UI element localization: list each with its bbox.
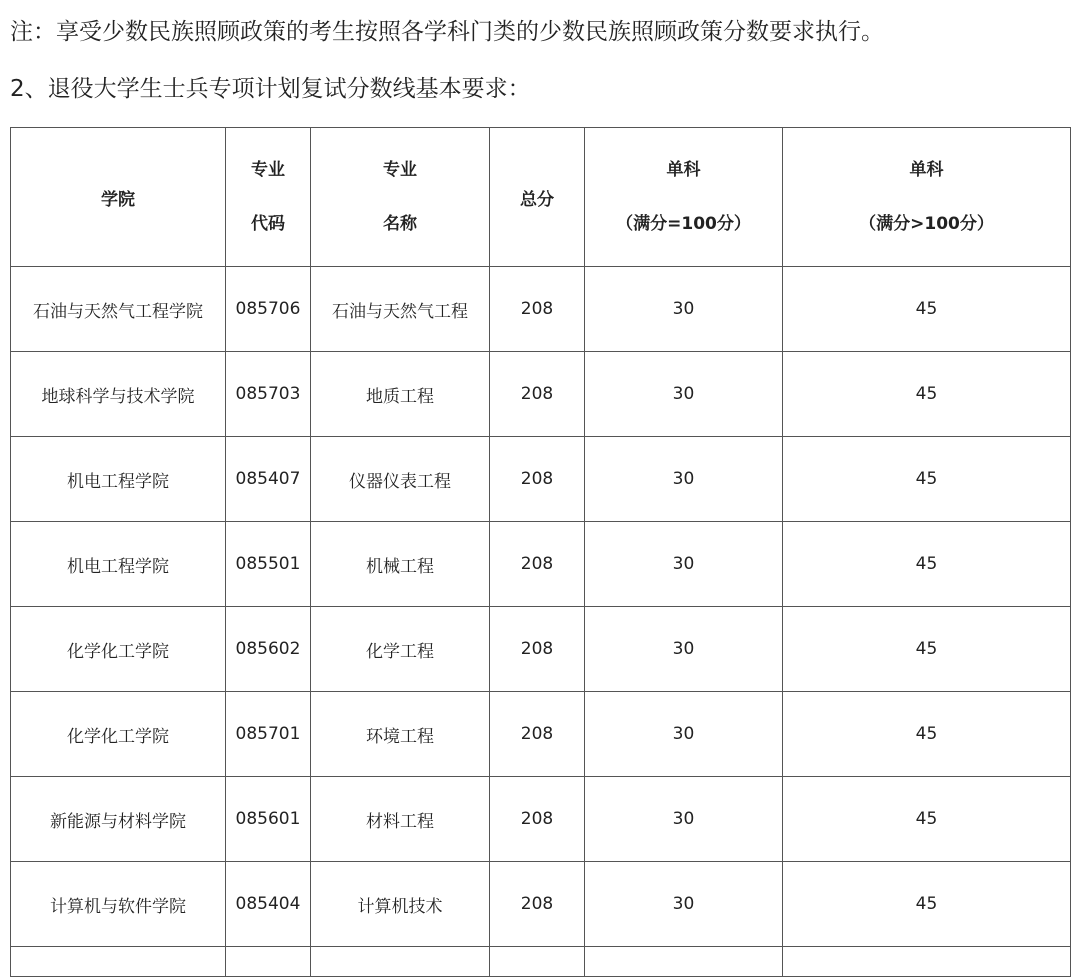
cell-major-name: 化学工程	[311, 607, 490, 692]
cell-code: 085404	[226, 862, 311, 947]
cell-total: 208	[490, 607, 585, 692]
score-requirements-table	[10, 127, 1071, 977]
cell-code: 085706	[226, 267, 311, 352]
table-row	[11, 437, 1071, 522]
cell-empty	[783, 947, 1071, 977]
header-major-name-line2: 名称	[383, 213, 417, 234]
cell-empty	[11, 947, 226, 977]
header-single-100	[585, 128, 783, 267]
cell-major-name: 机械工程	[311, 522, 490, 607]
cell-major-name: 仪器仪表工程	[311, 437, 490, 522]
cell-college: 新能源与材料学院	[11, 777, 226, 862]
cell-major-name: 地质工程	[311, 352, 490, 437]
table-row	[11, 862, 1071, 947]
cell-major-name: 石油与天然气工程	[311, 267, 490, 352]
cell-college: 机电工程学院	[11, 522, 226, 607]
cell-single-over100: 45	[783, 692, 1071, 777]
table-row	[11, 267, 1071, 352]
cell-single-100: 30	[585, 267, 783, 352]
cell-single-100: 30	[585, 607, 783, 692]
header-total-label: 总分	[520, 189, 554, 210]
header-total	[490, 128, 585, 267]
header-single-over100-line1: 单科	[909, 159, 944, 180]
cell-total: 208	[490, 522, 585, 607]
header-single-over100	[783, 128, 1071, 267]
cell-single-100: 30	[585, 692, 783, 777]
cell-single-over100: 45	[783, 777, 1071, 862]
header-single-100-line2: （满分=100分）	[616, 213, 751, 234]
section-heading: 2、退役大学生士兵专项计划复试分数线基本要求：	[10, 76, 531, 102]
cell-empty	[311, 947, 490, 977]
cell-major-name: 计算机技术	[311, 862, 490, 947]
cell-total: 208	[490, 692, 585, 777]
cell-single-over100: 45	[783, 862, 1071, 947]
cell-college: 地球科学与技术学院	[11, 352, 226, 437]
header-college	[11, 128, 226, 267]
cell-college: 化学化工学院	[11, 607, 226, 692]
cell-code: 085501	[226, 522, 311, 607]
cell-total: 208	[490, 777, 585, 862]
table-row	[11, 522, 1071, 607]
cell-code: 085703	[226, 352, 311, 437]
header-major-name-line1: 专业	[383, 159, 417, 180]
cell-college: 石油与天然气工程学院	[11, 267, 226, 352]
cell-single-100: 30	[585, 352, 783, 437]
cell-single-over100: 45	[783, 352, 1071, 437]
cell-code: 085701	[226, 692, 311, 777]
cell-single-100: 30	[585, 777, 783, 862]
cell-single-over100: 45	[783, 522, 1071, 607]
table-row	[11, 777, 1071, 862]
cell-empty	[490, 947, 585, 977]
cell-empty	[585, 947, 783, 977]
table-header-row	[11, 128, 1071, 267]
cell-single-100: 30	[585, 522, 783, 607]
table-row	[11, 692, 1071, 777]
cell-major-name: 环境工程	[311, 692, 490, 777]
cell-total: 208	[490, 437, 585, 522]
header-major-code-line1: 专业	[251, 159, 285, 180]
cell-major-name: 材料工程	[311, 777, 490, 862]
cell-single-over100: 45	[783, 437, 1071, 522]
header-major-name	[311, 128, 490, 267]
header-college-label: 学院	[101, 189, 135, 210]
cell-college: 计算机与软件学院	[11, 862, 226, 947]
cell-total: 208	[490, 267, 585, 352]
cell-total: 208	[490, 352, 585, 437]
header-single-over100-line2: （满分>100分）	[859, 213, 994, 234]
header-major-code	[226, 128, 311, 267]
cell-empty	[226, 947, 311, 977]
cell-single-over100: 45	[783, 267, 1071, 352]
table-row	[11, 607, 1071, 692]
cell-college: 化学化工学院	[11, 692, 226, 777]
cell-single-100: 30	[585, 862, 783, 947]
table-row-partial	[11, 947, 1071, 977]
header-single-100-line1: 单科	[666, 159, 701, 180]
header-major-code-line2: 代码	[251, 213, 285, 234]
cell-code: 085407	[226, 437, 311, 522]
cell-college: 机电工程学院	[11, 437, 226, 522]
table-row	[11, 352, 1071, 437]
policy-note: 注：享受少数民族照顾政策的考生按照各学科门类的少数民族照顾政策分数要求执行。	[10, 19, 884, 45]
cell-single-100: 30	[585, 437, 783, 522]
cell-code: 085601	[226, 777, 311, 862]
cell-total: 208	[490, 862, 585, 947]
cell-code: 085602	[226, 607, 311, 692]
cell-single-over100: 45	[783, 607, 1071, 692]
